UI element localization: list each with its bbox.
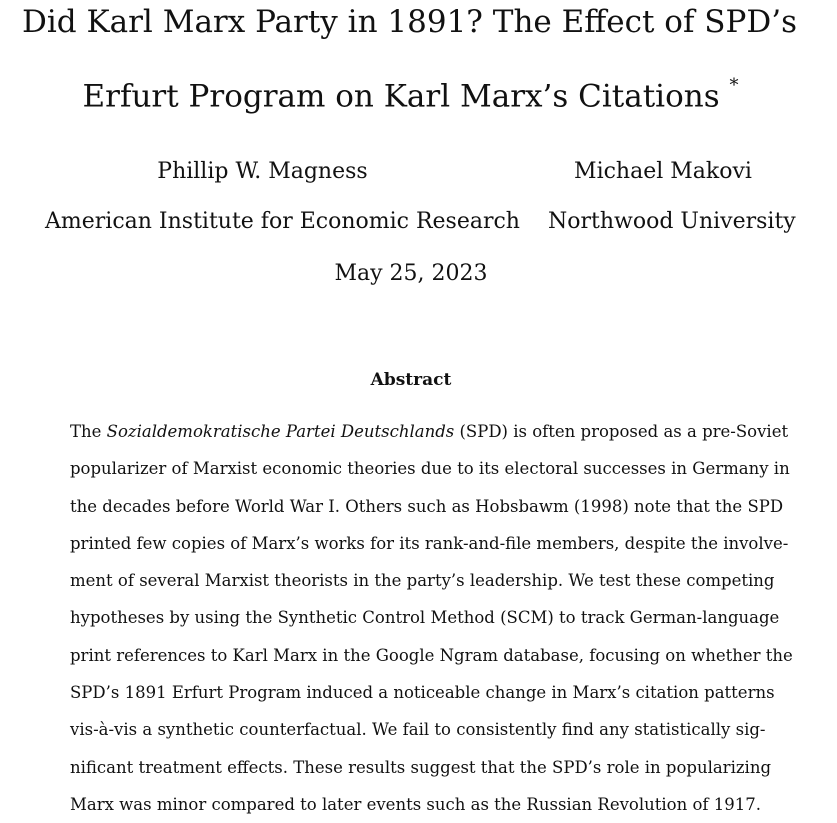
abstract-body <box>70 413 793 823</box>
author-2-affiliation-text: Northwood University <box>548 209 796 234</box>
abstract-line-2: popularizer of Marxist economic theories due to its electoral successes in Germany in <box>70 459 790 479</box>
paper-title-text-2: Erfurt Program on Karl Marx’s Citations <box>82 78 720 115</box>
abstract-heading-text: Abstract <box>370 370 452 390</box>
abstract-line-4: printed few copies of Marx’s works for its rank-and-file members, despite the involve- <box>70 533 789 553</box>
abstract-heading <box>0 369 822 391</box>
abstract-line-3: the decades before World War I. Others such as Hobsbawm (1998) note that the SPD <box>70 496 784 516</box>
author-1-affiliation <box>45 207 520 237</box>
author-2-name <box>548 157 778 187</box>
party-name-italic: Sozialdemokratische Partei Deutschlands <box>106 422 455 441</box>
abstract-line-5: ment of several Marxist theorists in the party’s leadership. We test these competing <box>70 571 775 591</box>
title-footnote-mark[interactable]: * <box>729 75 739 96</box>
abstract-line-6: hypotheses by using the Synthetic Control Method (SCM) to track German-language <box>70 608 780 628</box>
author-1-name-text: Phillip W. Magness <box>157 159 368 184</box>
author-2-affiliation <box>548 207 796 237</box>
paper-title-text-1: Did Karl Marx Party in 1891? The Effect of SPD’s <box>22 4 797 40</box>
author-1-name <box>45 157 480 187</box>
paper-date <box>0 259 822 289</box>
paper-title-line-1 <box>0 2 828 42</box>
abstract-line-8: SPD’s 1891 Erfurt Program induced a noticeable change in Marx’s citation patterns <box>70 683 775 703</box>
abstract-line-10: nificant treatment effects. These results suggest that the SPD’s role in popularizing <box>70 757 772 777</box>
abstract-line-9: vis-à-vis a synthetic counterfactual. We fail to consistently find any statistically sig- <box>70 720 766 740</box>
author-1-affiliation-text: American Institute for Economic Research <box>45 209 520 234</box>
abstract-line-11: Marx was minor compared to later events such as the Russian Revolution of 1917. <box>70 794 761 814</box>
paper-date-text: May 25, 2023 <box>334 261 488 286</box>
abstract-line-7: print references to Karl Marx in the Google Ngram database, focusing on whether the <box>70 645 793 665</box>
abstract-line-1: The Sozialdemokratische Partei Deutschlands (SPD) is often proposed as a pre-Soviet <box>70 422 789 441</box>
author-2-name-text: Michael Makovi <box>574 159 752 184</box>
paper-title-line-2 <box>0 70 829 116</box>
